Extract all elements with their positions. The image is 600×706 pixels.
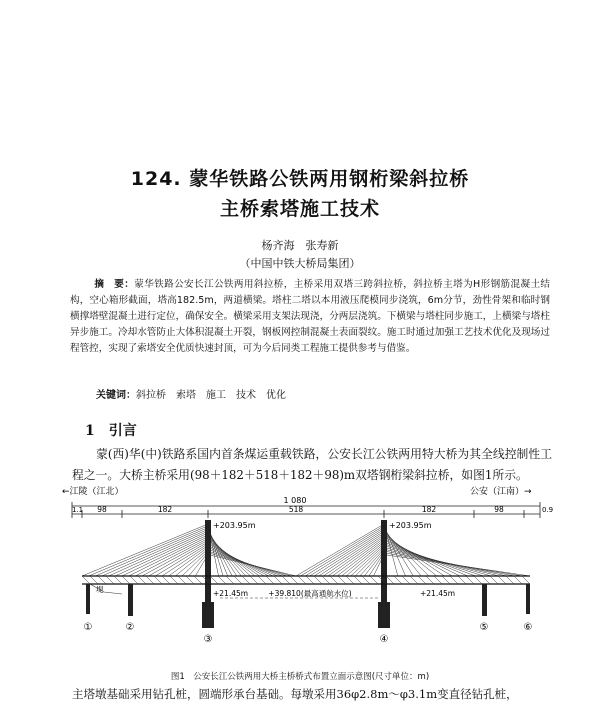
truss-diagonal xyxy=(450,576,458,584)
stay-cable xyxy=(208,553,291,576)
truss-diagonal xyxy=(98,576,106,584)
truss-diagonal xyxy=(290,576,298,584)
truss-diagonal xyxy=(218,576,226,584)
truss-diagonal xyxy=(162,576,170,584)
truss-diagonal xyxy=(322,576,330,584)
pier-label-4: ④ xyxy=(379,634,389,645)
keywords-text: 斜拉桥 索塔 施工 技术 优化 xyxy=(136,390,286,401)
truss-diagonal xyxy=(178,576,186,584)
bottom-paragraph: 主塔墩基础采用钻孔桩，圆端形承台基础。每墩采用36φ2.8m～φ3.1m变直径钻孔桩， xyxy=(72,687,518,701)
truss-diagonal xyxy=(386,576,394,584)
truss-diagonal xyxy=(466,576,474,584)
paper-title-line1: 124. 蒙华铁路公铁两用钢桁梁斜拉桥 xyxy=(130,168,470,190)
truss-diagonal xyxy=(210,576,218,584)
pier-label-1: ① xyxy=(83,622,93,633)
truss-diagonal xyxy=(106,576,114,584)
truss-diagonal xyxy=(170,576,178,584)
keywords xyxy=(96,386,286,401)
stay-cable xyxy=(109,531,208,576)
truss-diagonal xyxy=(354,576,362,584)
truss-diagonal xyxy=(434,576,442,584)
span-label-2: 182 xyxy=(157,505,173,514)
end-left-label: 1.1 xyxy=(72,506,84,514)
stay-cable xyxy=(135,538,208,576)
truss-diagonal xyxy=(394,576,402,584)
water-level-label: +39.810(最高通航水位) xyxy=(268,589,352,598)
truss-diagonal xyxy=(522,576,530,584)
embankment-line xyxy=(90,584,122,594)
truss-diagonal xyxy=(298,576,306,584)
pier-label-5: ⑤ xyxy=(479,622,489,633)
paper-title-line2: 主桥索塔施工技术 xyxy=(219,198,380,220)
pier-4-foundation xyxy=(378,602,390,628)
stay-cable xyxy=(208,551,287,576)
tower-right xyxy=(381,520,387,614)
section-number: 1 xyxy=(85,423,95,439)
truss-diagonal xyxy=(482,576,490,584)
stay-cable xyxy=(384,555,530,576)
pier-5 xyxy=(482,584,487,616)
truss-diagonal xyxy=(266,576,274,584)
truss-diagonal xyxy=(306,576,314,584)
stay-cable xyxy=(384,535,444,576)
abstract xyxy=(70,277,550,357)
intro-paragraph: 蒙(西)华(中)铁路系国内首条煤运重载铁路，公安长江公铁两用特大桥为其全线控制性工程之一。大桥主桥采用(98＋182＋518＋182＋98)m双塔钢桁梁斜拉桥，如图1所示。 xyxy=(72,447,552,482)
stay-cable xyxy=(384,538,460,576)
tower-elev-left: +203.95m xyxy=(213,521,256,530)
total-span-label: 1 080 xyxy=(283,496,307,505)
stay-cable xyxy=(169,547,208,576)
span-label-5: 98 xyxy=(494,505,504,514)
pier-label-3: ③ xyxy=(203,634,213,645)
pier-2 xyxy=(128,584,133,616)
truss-diagonal xyxy=(514,576,522,584)
stay-cable xyxy=(142,540,208,576)
truss-diagonal xyxy=(474,576,482,584)
truss-diagonal xyxy=(458,576,466,584)
truss-diagonal xyxy=(258,576,266,584)
truss-diagonal xyxy=(130,576,138,584)
truss-diagonal xyxy=(274,576,282,584)
truss-diagonal xyxy=(234,576,242,584)
truss-diagonal xyxy=(250,576,258,584)
truss-diagonal xyxy=(154,576,162,584)
truss-diagonal xyxy=(122,576,130,584)
stay-cable xyxy=(301,526,384,576)
truss-diagonal xyxy=(114,576,122,584)
truss-diagonal xyxy=(82,576,90,584)
truss-diagonal xyxy=(330,576,338,584)
tower-elev-right: +203.95m xyxy=(389,521,432,530)
truss-diagonal xyxy=(226,576,234,584)
stay-cables xyxy=(82,524,530,576)
stay-cable xyxy=(305,528,384,576)
truss-diagonal xyxy=(186,576,194,584)
truss-diagonal xyxy=(490,576,498,584)
truss-diagonal xyxy=(242,576,250,584)
truss-diagonal xyxy=(282,576,290,584)
affiliation: （中国中铁大桥局集团） xyxy=(239,257,361,270)
figure-caption: 图1 公安长江公铁两用大桥主桥桥式布置立面示意图(尺寸单位：m) xyxy=(170,672,430,682)
pier-label-2: ② xyxy=(125,622,135,633)
span-label-4: 182 xyxy=(421,505,437,514)
deck-truss xyxy=(82,576,530,584)
stay-cable xyxy=(384,531,429,576)
section-heading xyxy=(85,420,137,440)
stay-cable xyxy=(155,544,208,576)
truss-diagonal xyxy=(442,576,450,584)
pier-label-6: ⑥ xyxy=(523,622,533,633)
truss-diagonal xyxy=(138,576,146,584)
truss-diagonal xyxy=(410,576,418,584)
truss-diagonal xyxy=(362,576,370,584)
truss-diagonal xyxy=(314,576,322,584)
truss-diagonal xyxy=(194,576,202,584)
truss-diagonal xyxy=(426,576,434,584)
span-label-3: 518 xyxy=(288,505,304,514)
embankment-label: 堤 xyxy=(96,585,104,594)
stay-cable xyxy=(208,531,237,576)
truss-diagonal xyxy=(338,576,346,584)
pier-1 xyxy=(86,584,90,614)
end-right-label: 0.9 xyxy=(542,506,554,514)
figure-right-label: 公安（江南）→ xyxy=(470,487,532,497)
figure-left-label: ←江陵（江北） xyxy=(62,487,124,497)
stay-cable xyxy=(310,529,384,576)
keywords-label: 关键词： xyxy=(96,390,136,401)
pier-3-foundation xyxy=(202,602,214,628)
truss-diagonal xyxy=(146,576,154,584)
abstract-label: 摘 要： xyxy=(94,279,135,290)
span-label-1: 98 xyxy=(97,505,107,514)
bridge-elevation-figure xyxy=(60,484,552,664)
deck-elev-left: +21.45m xyxy=(213,589,249,598)
stay-cable xyxy=(82,524,208,576)
stay-cable xyxy=(208,529,232,576)
truss-diagonal xyxy=(498,576,506,584)
truss-diagonal xyxy=(402,576,410,584)
abstract-text: 蒙华铁路公安长江公铁两用斜拉桥，主桥采用双塔三跨斜拉桥，斜拉桥主塔为H形钢筋混凝土结构，空心箱形截面，塔高182.5m，两道横梁。塔柱二塔以本用液压爬模同步浇筑，6m分节，劲性骨架和临时钢横撑塔壁混凝土进行定位，确保安全。横梁采用支架法现浇，分两层浇筑。下横梁与塔柱同步施工，上横梁与塔柱异步施工。冷却水管防止大体积混凝土开裂，钢板网控制混凝土表面裂纹。施工时通过加强工艺技术优化及现场过程管控，实现了索塔安全优质快速封顶，可为今后同类工程施工提供参考与借鉴。 xyxy=(70,279,550,354)
section-title: 引言 xyxy=(108,423,137,439)
truss-diagonal xyxy=(418,576,426,584)
truss-diagonal xyxy=(346,576,354,584)
stay-cable xyxy=(208,555,296,576)
tower-left xyxy=(205,520,211,614)
pier-6 xyxy=(526,584,530,614)
truss-diagonal xyxy=(370,576,378,584)
truss-diagonal xyxy=(90,576,98,584)
truss-diagonal xyxy=(506,576,514,584)
deck-elev-right: +21.45m xyxy=(420,589,456,598)
authors: 杨齐海 张寿新 xyxy=(261,239,339,252)
stay-cable xyxy=(346,544,384,576)
